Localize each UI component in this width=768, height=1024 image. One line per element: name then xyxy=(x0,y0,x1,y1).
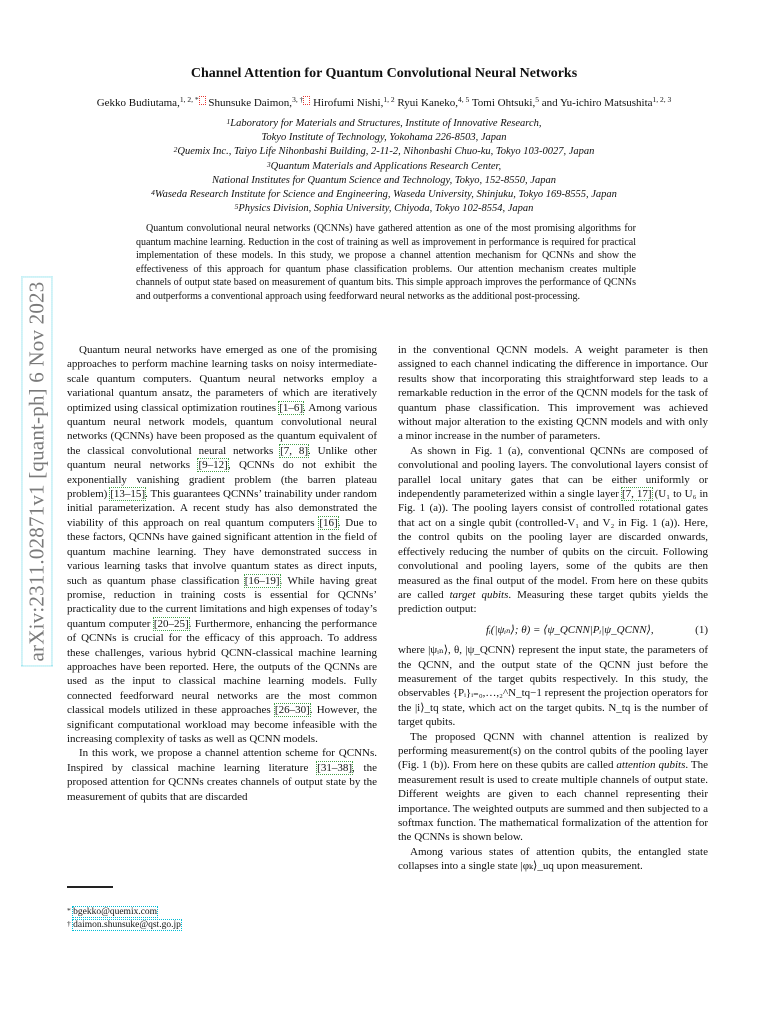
term-attention-qubits: attention qubits xyxy=(616,759,686,772)
intro-paragraph xyxy=(67,343,377,746)
body-right-column xyxy=(398,343,708,874)
equation-body: fᵢ(|ψᵢₙ⟩; θ) = ⟨ψ_QCNN|Pᵢ|ψ_QCNN⟩, xyxy=(486,623,654,636)
citation-link[interactable]: [16–19] xyxy=(244,574,280,587)
footnote-mark: † xyxy=(67,919,71,928)
affiliation-text: Tokyo Institute of Technology, Yokohama 226-8503, Japan xyxy=(261,132,507,144)
orcid-link-icon[interactable] xyxy=(304,97,309,104)
author-affiliation-marks: 4, 5 xyxy=(458,95,470,104)
body-text: In this work, we propose a channel attention scheme for QCNNs. Inspired by classical machine learning literature xyxy=(67,747,377,774)
citation-link[interactable]: [7, 8] xyxy=(280,444,309,457)
affiliation-list xyxy=(60,117,708,216)
body-paragraph xyxy=(398,730,708,845)
affiliation-line xyxy=(60,202,708,216)
affiliation-line xyxy=(60,145,708,159)
footnotes xyxy=(67,906,367,932)
footnote-divider xyxy=(67,886,113,888)
term-target-qubits: target qubits xyxy=(449,588,509,601)
citation-link[interactable]: [26–30] xyxy=(274,704,310,717)
abstract: Quantum convolutional neural networks (QCNNs) have gathered attention as one of the most promising algorithms for quantum machine learning. Reduction in the cost of training as well as improvement in performance is required for practical implementation of these models. In this study, we propose a channel attention mechanism for QCNNs and show the effectiveness of this approach for quantum phase classification problems. Our attention mechanism creates multiple channels of output state based on measurement of quantum bits. This simple approach improves the performance of QCNNs and outperforms a conventional approach using feedforward neural networks as the additional post-processing. xyxy=(136,223,636,302)
affiliation-line xyxy=(60,131,708,145)
body-text: The proposed QCNN with channel attention is realized by performing measurement(s) on the control qubits of the pooling layer (Fig. 1 (b)). From here on these qubits are called xyxy=(398,730,708,772)
affiliation-mark: 2 xyxy=(173,145,178,155)
intro-paragraph xyxy=(67,746,377,804)
author-affiliation-marks: 5 xyxy=(535,95,539,104)
body-text: . Measuring these target qubits yields the prediction output: xyxy=(398,588,708,616)
paper-title: Channel Attention for Quantum Convolutional Neural Networks xyxy=(190,66,578,81)
author-affiliation-marks: 3, † xyxy=(292,95,304,104)
body-text: , the proposed attention for QCNNs creates channels of output state by the measurement of qubits that are discarded xyxy=(67,761,377,803)
body-text: . This guarantees QCNNs’ trainability under random initial parameterization. A recent study has also demonstrated the viability of this approach on real quantum computers xyxy=(67,488,377,529)
affiliation-mark: 5 xyxy=(234,202,239,212)
affiliation-text: Physics Division, Sophia University, Chiyoda, Tokyo 102-8554, Japan xyxy=(238,203,534,215)
body-text: . Due to these factors, QCNNs have gained significant attention in the field of quantum machine learning. They have demonstrated success in various learning tasks that involve quantum states as direct inputs, such as quantum phase classification xyxy=(67,516,377,587)
author-name: Gekko Budiutama, xyxy=(96,97,180,109)
author-affiliation-marks: 1, 2, * xyxy=(179,95,199,104)
body-text: . While having great promise, reduction in training costs is essential for QCNNs’ practicality due to the current limitations and high expenses of today’s quantum computer xyxy=(67,574,377,630)
citation-link[interactable]: [31–38] xyxy=(317,761,352,774)
arxiv-identifier-stamp[interactable] xyxy=(22,236,52,706)
author-name: Hirofumi Nishi, xyxy=(313,97,384,109)
body-text: (U₁ to U₆ in Fig. 1 (a)). The pooling layers consist of controlled rotational gates that act on a single qubit (controlled-V₁ and V₂ in Fig. 1 (a)). Here, the control qubits on the pooling layer are discarded onwards, effectively reducing the number of qubits on the circuit. Following convolutional and pooling layers, some of the qubits are then measured as the final output of the model. From here on these qubits are called xyxy=(398,488,709,601)
body-paragraph xyxy=(398,444,708,617)
orcid-link-icon[interactable] xyxy=(200,97,205,104)
affiliation-mark: 3 xyxy=(266,159,271,169)
citation-link[interactable]: [9–12] xyxy=(198,459,228,472)
citation-link[interactable]: [13–15] xyxy=(110,488,146,501)
author-name: Tomi Ohtsuki, xyxy=(471,97,536,109)
body-text: Quantum neural networks have emerged as one of the promising approaches to perform machine learning tasks on noisy intermediate-scale quantum computers. Quantum neural networks employ a variational quantum ansatz, the parameters of which are iteratively optimized using classical optimization routines xyxy=(67,344,377,414)
email-link[interactable]: daimon.shunsuke@qst.go.jp xyxy=(73,920,181,930)
citation-link[interactable]: [20–25] xyxy=(153,617,189,630)
body-text: As shown in Fig. 1 (a), conventional QCNNs are composed of convolutional and pooling layers. The convolutional layers consist of parallel local unitary gates that can be either uniformly or independently parameterized within a single layer xyxy=(398,444,708,501)
affiliation-line xyxy=(60,188,708,202)
affiliation-mark: 4 xyxy=(151,188,155,198)
author-list xyxy=(40,97,728,109)
affiliation-line xyxy=(60,174,708,188)
body-text: , QCNNs do not exhibit the exponentially vanishing gradient problem (the barren plateau problem) xyxy=(67,459,378,501)
email-link[interactable]: bgekko@quemix.com xyxy=(73,907,158,917)
citation-link[interactable]: [7, 17] xyxy=(621,488,652,501)
affiliation-text: Quantum Materials and Applications Research Center, xyxy=(270,160,502,172)
author-name: and Yu-ichiro Matsushita xyxy=(541,97,653,109)
author-name: Shunsuke Daimon, xyxy=(208,97,293,109)
footnote-item xyxy=(67,919,367,932)
body-left-column xyxy=(67,343,377,804)
affiliation-text: National Institutes for Quantum Science and Technology, Tokyo, 152-8550, Japan xyxy=(212,174,556,186)
body-paragraph: Among various states of attention qubits, the entangled state collapses into a single state |φₖ⟩_uq upon measurement. xyxy=(398,845,708,873)
footnote-mark: * xyxy=(67,906,71,915)
affiliation-line xyxy=(60,117,708,131)
body-text: . However, the significant computational workload may become infeasible with the increasing complexity of tasks as well as QCNN models. xyxy=(67,704,377,745)
body-paragraph: where |ψᵢₙ⟩, θ, |ψ_QCNN⟩ represent the input state, the parameters of the QCNN, and the output state of the QCNN just before the measurement of the target qubits respectively. In this study, the observables {Pᵢ}ᵢ₌₀,…,₂^N_tq−1 represent the projection operators for the |i⟩_tq state, which act on the target qubits. N_tq is the number of target qubits. xyxy=(398,644,708,729)
equation-1 xyxy=(398,623,708,637)
affiliation-mark: 1 xyxy=(226,117,231,126)
arxiv-id-text[interactable]: arXiv:2311.02871v1 [quant-ph] 6 Nov 2023 xyxy=(24,281,49,661)
affiliation-text: Waseda Research Institute for Science and Engineering, Waseda University, Shinjuku, Tokyo 169-8555, Japan xyxy=(154,189,617,201)
affiliation-line xyxy=(60,160,708,174)
footnote-item xyxy=(67,906,367,919)
affiliation-text: Quemix Inc., Taiyo Life Nihonbashi Building, 2-11-2, Nihonbashi Chuo-ku, Tokyo 103-0027, Japan xyxy=(177,146,595,158)
author-name: Ryui Kaneko, xyxy=(397,97,459,109)
body-text: . The measurement result is used to create multiple channels of output state. Different weights are given to each channel representing their importance. The weighted outputs are summed and then subjected to a softmax function. The mathematical formalization of the attention for the QCNNs is shown below. xyxy=(398,759,709,844)
equation-number: (1) xyxy=(695,623,708,636)
author-affiliation-marks: 1, 2 xyxy=(383,95,395,104)
citation-link[interactable]: [1–6] xyxy=(279,401,304,414)
citation-link[interactable]: [16] xyxy=(319,516,338,529)
body-text: . Unlike other quantum neural networks xyxy=(67,444,377,472)
affiliation-text: Laboratory for Materials and Structures, Institute of Innovative Research, xyxy=(230,118,542,129)
body-text: . Furthermore, enhancing the performance of QCNNs is crucial for the efficacy of this approach. To address these challenges, various hybrid QCNN-classical machine learning approaches have been reported. Here, the outputs of the QCNNs are used as the input to classical machine learning models. Fully connected feedforward neural networks are the most common classical models utilized in these approaches xyxy=(67,617,377,717)
author-affiliation-marks: 1, 2, 3 xyxy=(652,95,672,104)
body-paragraph: in the conventional QCNN models. A weight parameter is then assigned to each channel indicating the difference in importance. Our results show that incorporating this straightforward step leads to a remarkable reduction in the error of the QCNN models for the task of quantum phase classification. This improvement was achieved without major alteration to the existing QCNN models and with only a minor increase in the number of parameters. xyxy=(398,344,708,443)
body-text: . Among various quantum neural network models, quantum convolutional neural networks (QCNNs) have been proposed as the quantum equivalent of the classical convolutional neural networks xyxy=(67,401,377,457)
